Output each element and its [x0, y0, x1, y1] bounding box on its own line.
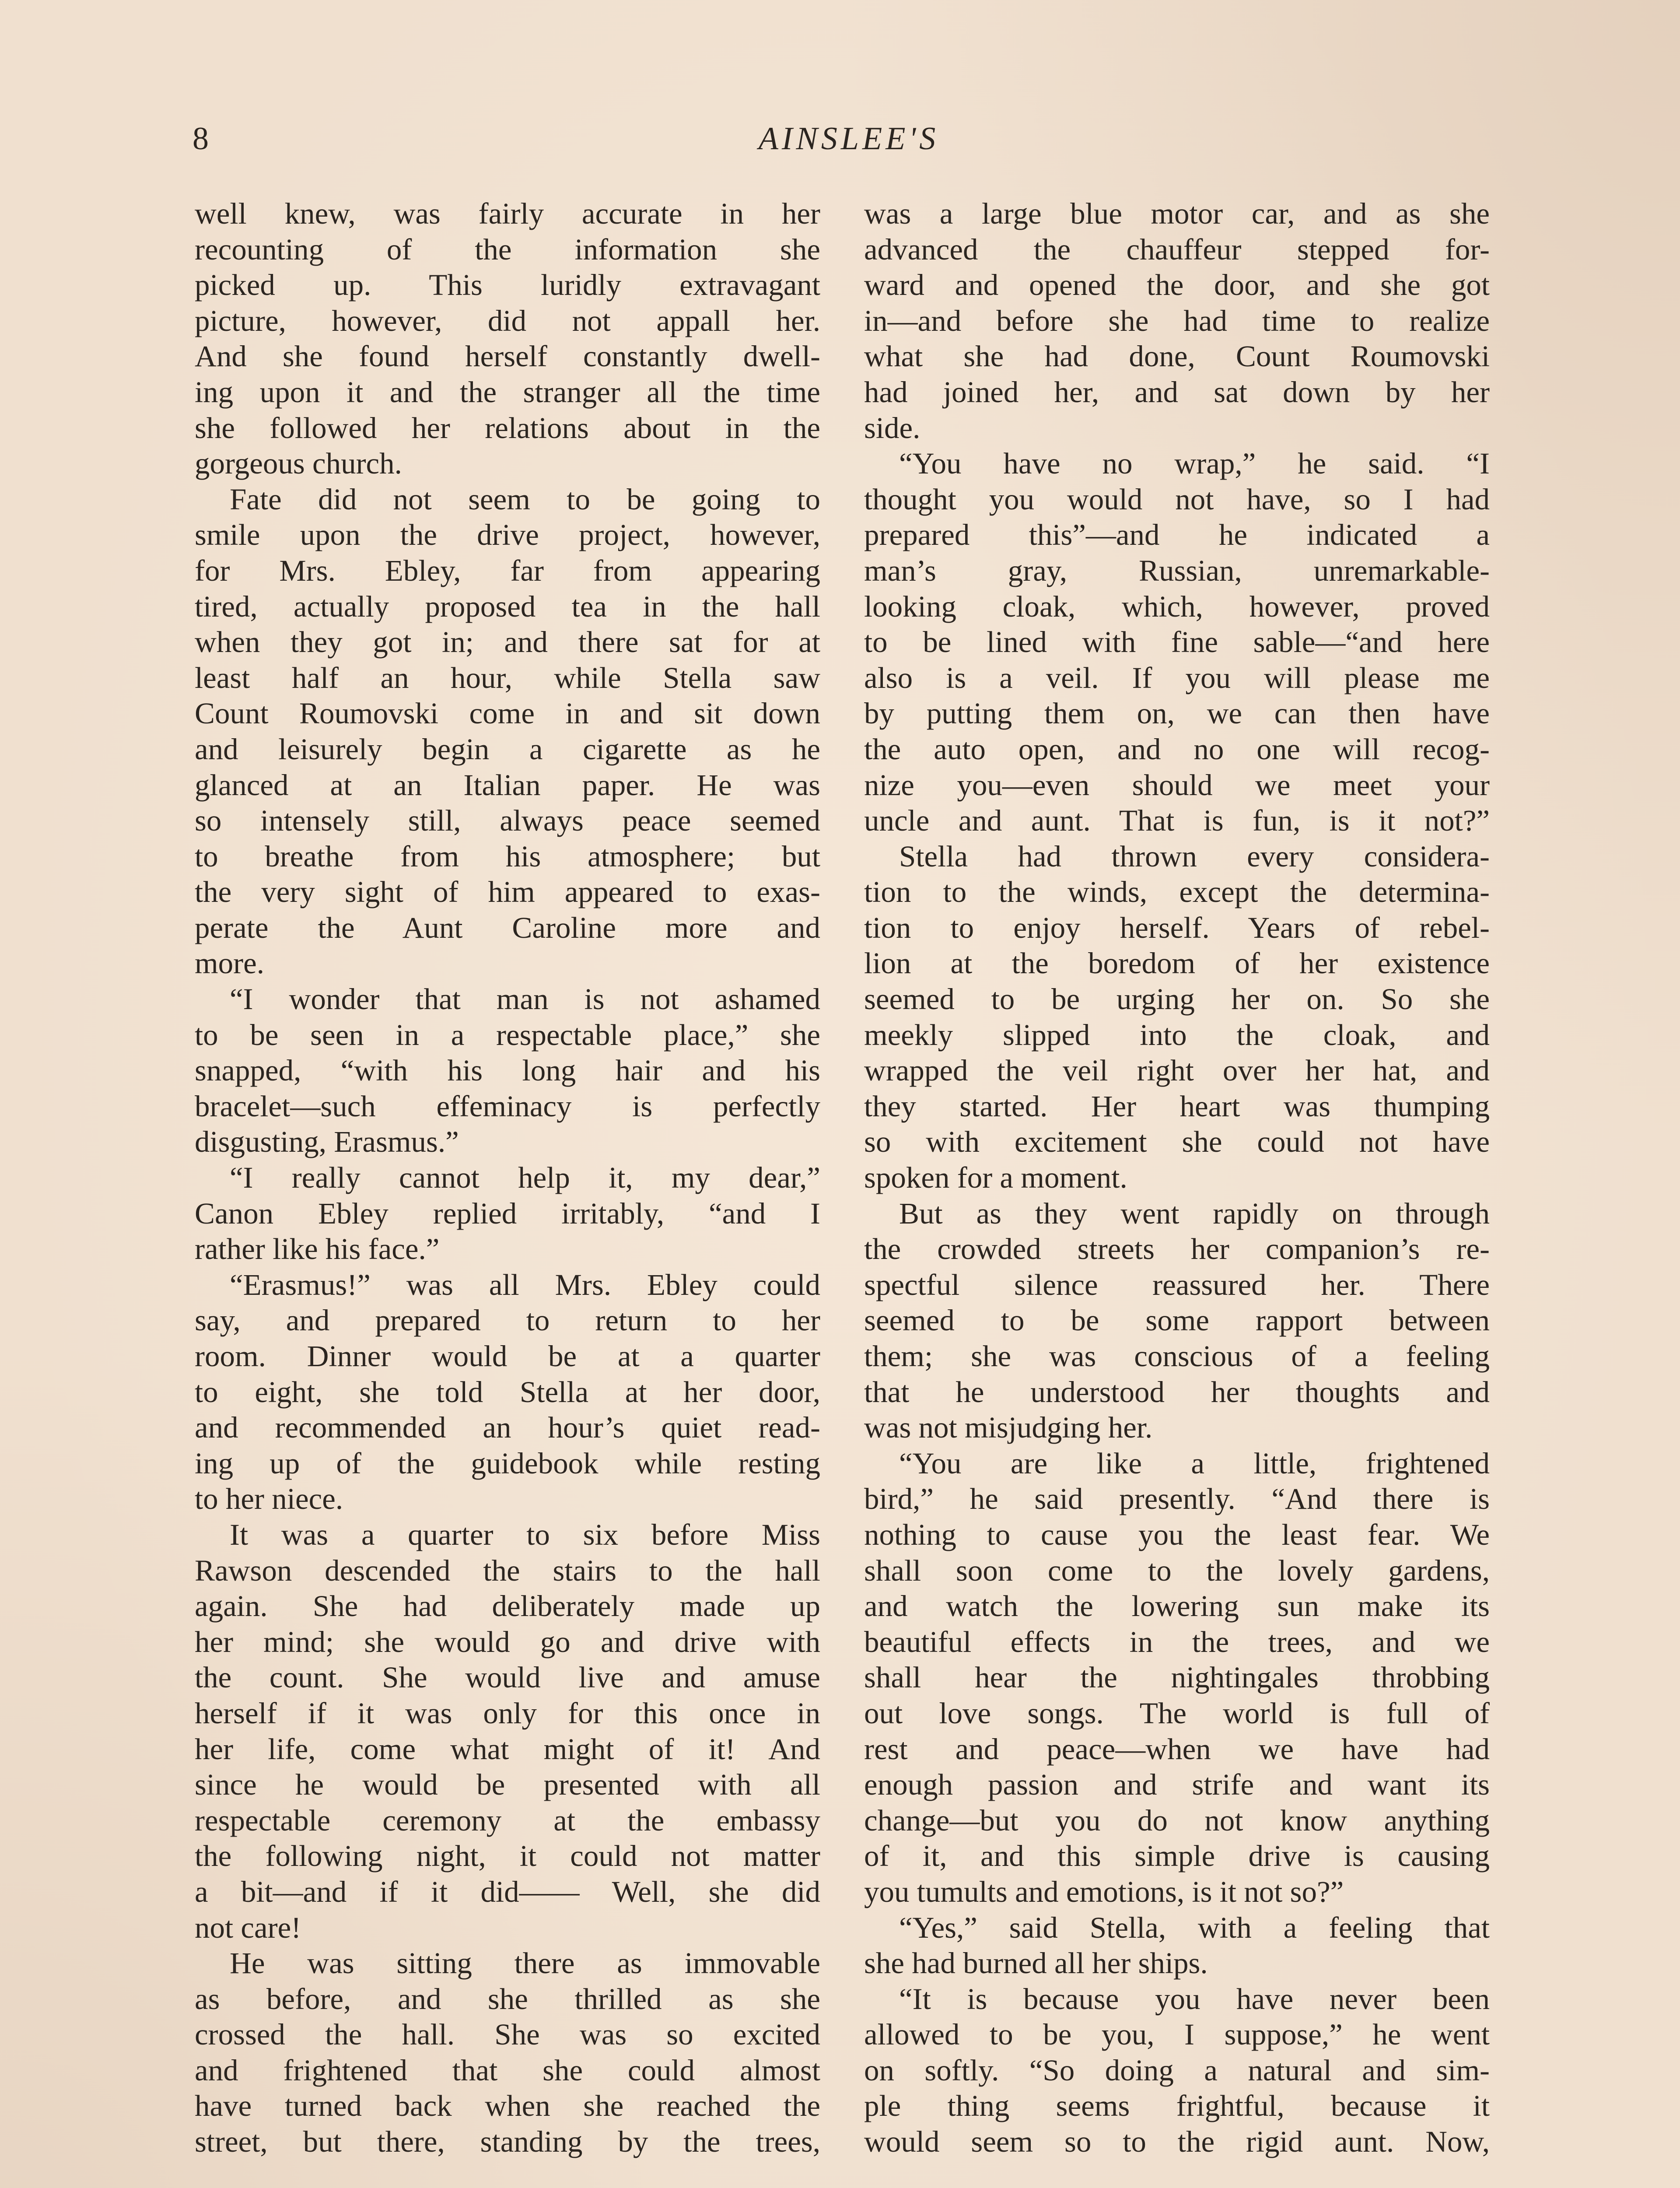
text-line: they started. Her heart was thumping: [864, 1089, 1490, 1123]
text-line: recounting of the information she: [195, 232, 820, 266]
text-line: that he understood her thoughts and: [864, 1375, 1490, 1409]
text-line: to be lined with fine sable—“and here: [864, 625, 1490, 659]
text-line: “Erasmus!” was all Mrs. Ebley could: [230, 1268, 820, 1301]
text-line: glanced at an Italian paper. He was: [195, 768, 820, 802]
text-line: so intensely still, always peace seemed: [195, 804, 820, 838]
text-line: and recommended an hour’s quiet read-: [195, 1411, 820, 1445]
text-line: a bit—and if it did—— Well, she did: [195, 1875, 820, 1908]
text-line: uncle and aunt. That is fun, is it not?”: [864, 804, 1490, 838]
text-line: He was sitting there as immovable: [230, 1946, 820, 1980]
text-line: prepared this”—and he indicated a: [864, 518, 1490, 552]
text-line: “It is because you have never been: [899, 1982, 1490, 2016]
text-line: crossed the hall. She was so excited: [195, 2018, 820, 2051]
text-line: bird,” he said presently. “And there is: [864, 1482, 1490, 1516]
text-line: Stella had thrown every considera-: [899, 839, 1490, 873]
text-line: to be seen in a respectable place,” she: [195, 1018, 820, 1052]
text-line: and frightened that she could almost: [195, 2053, 820, 2087]
text-line: allowed to be you, I suppose,” he went: [864, 2018, 1490, 2051]
text-line: of it, and this simple drive is causing: [864, 1839, 1490, 1873]
text-line: out love songs. The world is full of: [864, 1696, 1490, 1730]
text-line: rest and peace—when we have had: [864, 1732, 1490, 1766]
text-line: have turned back when she reached the: [195, 2089, 820, 2123]
text-line: looking cloak, which, however, proved: [864, 589, 1490, 623]
text-line: side.: [864, 411, 920, 445]
left-column: [195, 196, 820, 2159]
text-line: perate the Aunt Caroline more and: [195, 911, 820, 944]
text-line: the following night, it could not matter: [195, 1839, 820, 1873]
text-line: herself if it was only for this once in: [195, 1696, 820, 1730]
text-line: Fate did not seem to be going to: [230, 482, 820, 516]
text-line: least half an hour, while Stella saw: [195, 661, 820, 694]
text-line: shall soon come to the lovely gardens,: [864, 1553, 1490, 1587]
text-line: Count Roumovski come in and sit down: [195, 697, 820, 730]
text-line: Canon Ebley replied irritably, “and I: [195, 1196, 820, 1230]
text-line: ing up of the guidebook while resting: [195, 1446, 820, 1480]
text-line: change—but you do not know anything: [864, 1803, 1490, 1837]
text-line: room. Dinner would be at a quarter: [195, 1339, 820, 1373]
text-line: man’s gray, Russian, unremarkable-: [864, 554, 1490, 587]
text-line: picture, however, did not appall her.: [195, 304, 820, 337]
text-line: also is a veil. If you will please me: [864, 661, 1490, 694]
text-line: spoken for a moment.: [864, 1161, 1127, 1195]
text-line: tion to the winds, except the determina-: [864, 875, 1490, 909]
text-line: them; she was conscious of a feeling: [864, 1339, 1490, 1373]
text-line: again. She had deliberately made up: [195, 1589, 820, 1623]
text-line: had joined her, and sat down by her: [864, 375, 1490, 409]
text-line: not care!: [195, 1911, 301, 1944]
text-line: on softly. “So doing a natural and sim-: [864, 2053, 1490, 2087]
text-line: enough passion and strife and want its: [864, 1768, 1490, 1802]
text-line: It was a quarter to six before Miss: [230, 1518, 820, 1551]
text-line: “I wonder that man is not ashamed: [230, 982, 820, 1016]
text-line: was a large blue motor car, and as she: [864, 197, 1490, 230]
text-line: the auto open, and no one will recog-: [864, 732, 1490, 766]
text-line: more.: [195, 947, 265, 980]
text-line: she followed her relations about in the: [195, 411, 820, 445]
text-line: was not misjudging her.: [864, 1411, 1153, 1445]
text-line: rather like his face.”: [195, 1232, 440, 1266]
text-line: ing upon it and the stranger all the time: [195, 375, 820, 409]
text-line: disgusting, Erasmus.”: [195, 1125, 459, 1159]
text-line: Rawson descended the stairs to the hall: [195, 1553, 820, 1587]
text-line: you tumults and emotions, is it not so?”: [864, 1875, 1344, 1908]
text-line: But as they went rapidly on through: [899, 1196, 1490, 1230]
text-line: shall hear the nightingales throbbing: [864, 1661, 1490, 1694]
text-line: her mind; she would go and drive with: [195, 1625, 820, 1659]
text-line: seemed to be some rapport between: [864, 1304, 1490, 1337]
text-line: seemed to be urging her on. So she: [864, 982, 1490, 1016]
text-line: to her niece.: [195, 1482, 343, 1516]
text-line: street, but there, standing by the trees,: [195, 2125, 820, 2159]
text-line: picked up. This luridly extravagant: [195, 268, 820, 302]
text-line: respectable ceremony at the embassy: [195, 1803, 820, 1837]
text-line: in—and before she had time to realize: [864, 304, 1490, 337]
page-header: [192, 120, 1505, 164]
text-line: to breathe from his atmosphere; but: [195, 839, 820, 873]
text-line: what she had done, Count Roumovski: [864, 340, 1490, 373]
text-line: since he would be presented with all: [195, 1768, 820, 1802]
text-line: “You have no wrap,” he said. “I: [899, 447, 1490, 480]
text-line: and watch the lowering sun make its: [864, 1589, 1490, 1623]
text-line: so with excitement she could not have: [864, 1125, 1490, 1159]
text-line: “Yes,” said Stella, with a feeling that: [899, 1911, 1490, 1944]
text-line: spectful silence reassured her. There: [864, 1268, 1490, 1301]
text-line: tired, actually proposed tea in the hall: [195, 589, 820, 623]
text-line: her life, come what might of it! And: [195, 1732, 820, 1766]
text-line: nize you—even should we meet your: [864, 768, 1490, 802]
text-line: and leisurely begin a cigarette as he: [195, 732, 820, 766]
text-line: bracelet—such effeminacy is perfectly: [195, 1089, 820, 1123]
text-line: wrapped the veil right over her hat, and: [864, 1054, 1490, 1087]
text-line: beautiful effects in the trees, and we: [864, 1625, 1490, 1659]
text-line: to eight, she told Stella at her door,: [195, 1375, 820, 1409]
text-line: the crowded streets her companion’s re-: [864, 1232, 1490, 1266]
text-line: And she found herself constantly dwell-: [195, 340, 820, 373]
text-line: as before, and she thrilled as she: [195, 1982, 820, 2016]
right-column: [864, 196, 1490, 2159]
running-title: AINSLEE'S: [758, 121, 939, 157]
text-line: nothing to cause you the least fear. We: [864, 1518, 1490, 1551]
text-line: “You are like a little, frightened: [899, 1446, 1490, 1480]
text-line: well knew, was fairly accurate in her: [195, 197, 820, 230]
text-line: the count. She would live and amuse: [195, 1661, 820, 1694]
text-line: lion at the boredom of her existence: [864, 947, 1490, 980]
text-line: smile upon the drive project, however,: [195, 518, 820, 552]
text-line: thought you would not have, so I had: [864, 482, 1490, 516]
text-line: ple thing seems frightful, because it: [864, 2089, 1490, 2123]
text-line: by putting them on, we can then have: [864, 697, 1490, 730]
text-line: advanced the chauffeur stepped for-: [864, 232, 1490, 266]
text-line: snapped, “with his long hair and his: [195, 1054, 820, 1087]
text-line: when they got in; and there sat for at: [195, 625, 820, 659]
text-line: the very sight of him appeared to exas-: [195, 875, 820, 909]
text-line: for Mrs. Ebley, far from appearing: [195, 554, 820, 587]
text-line: tion to enjoy herself. Years of rebel-: [864, 911, 1490, 944]
text-line: gorgeous church.: [195, 447, 402, 480]
text-line: meekly slipped into the cloak, and: [864, 1018, 1490, 1052]
text-line: she had burned all her ships.: [864, 1946, 1208, 1980]
text-line: ward and opened the door, and she got: [864, 268, 1490, 302]
text-line: say, and prepared to return to her: [195, 1304, 820, 1337]
text-line: would seem so to the rigid aunt. Now,: [864, 2125, 1490, 2159]
text-line: “I really cannot help it, my dear,”: [230, 1161, 820, 1195]
page-number: 8: [192, 121, 210, 157]
